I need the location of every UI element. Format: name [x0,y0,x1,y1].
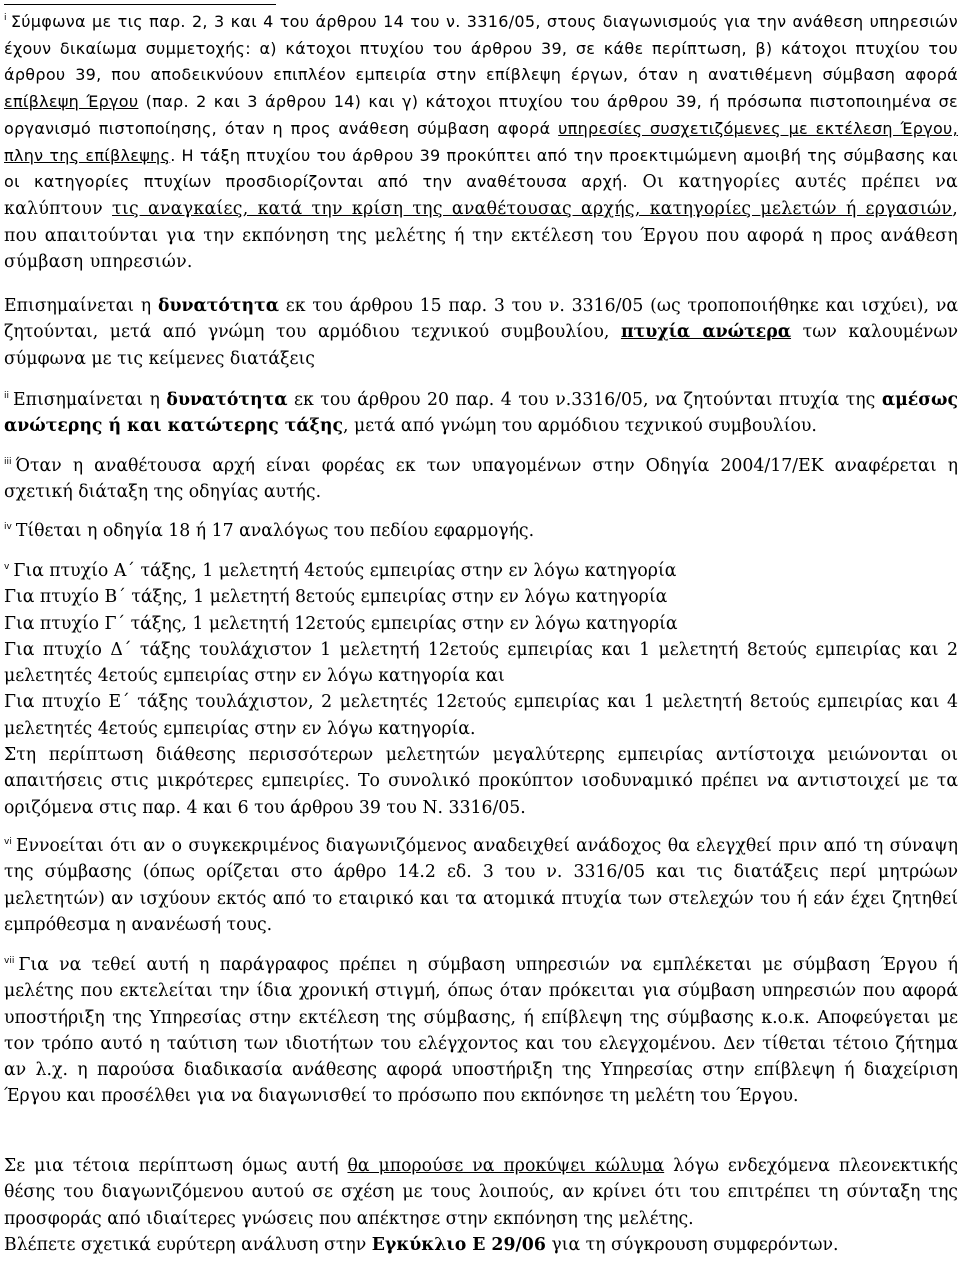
footnote-v-line: Για πτυχίο Γ΄ τάξης, 1 μελετητή 12ετούς εμπειρίας στην εν λόγω κατηγορία [4,613,678,634]
paragraph: Σε μια τέτοια περίπτωση όμως αυτή θα μπορούσε να προκύψει κώλυμα λόγω ενδεχόμενα πλεονεκτικής θέσης του διαγωνιζόμενου αυτού σε σχέση με τους λοιπούς, αν κρίνει ότι του επιτρέπει τη σύνταξη της προσφοράς από ιδιαίτερες γνώσεις που απέκτησε στην εκπόνηση της μελέτης. [4,1156,958,1229]
footnote-i-continuation: Επισημαίνεται η δυνατότητα εκ του άρθρου 15 παρ. 3 του ν. 3316/05 (ως τροποποιήθηκε και ισχύει), να ζητούνται, μετά από γνώμη του αρμόδιου τεχνικού συμβουλίου, πτυχία ανώτερα των καλουμένων σύμφωνα με τις κείμενες διατάξεις [4,296,959,369]
paragraph: Βλέπετε σχετικά ευρύτερη ανάλυση στην Εγκύκλιο Ε 29/06 για τη σύγκρουση συμφερόντων. [4,1234,839,1255]
footnote-iv: $^{iv}$ Τίθεται η οδηγία 18 ή 17 αναλόγως του πεδίου εφαρμογής. [4,521,535,541]
footnote-v-line: $^v$ Για πτυχίο Α΄ τάξης, 1 μελετητή 4ετούς εμπειρίας στην εν λόγω κατηγορία [4,561,677,581]
footnote-marker: vii [4,956,15,966]
footnote-marker: i [4,13,7,23]
footnote-vii: $^{vii}$ Για να τεθεί αυτή η παράγραφος πρέπει η σύμβαση υπηρεσιών να εμπλέκεται με σύμβαση Έργου ή μελέτης που εκτελείται την ίδια χρονική στιγμή, όπως όταν πρόκειται για σύμβαση υπηρεσιών που αφορά υποστήριξη της Υπηρεσίας στην εκτέλεση της σύμβασης, ή επίβλεψη της σύμβασης κ.ο.κ. Αποφεύγεται με τον τρόπο αυτό η ταύτιση των ιδιοτήτων του ελέγχοντος και του ελεγχομένου. Δεν τίθεται τέτοιο ζήτημα αν λ.χ. η παρούσα διαδικασία ανάθεσης αφορά υποστήριξη της Υπηρεσίας στην επίβλεψη ή διαχείριση Έργου και προσέλθει για να διαγωνισθεί το πρόσωπο που εκπόνησε τη μελέτη του Έργου. [4,955,958,1107]
footnote-v-line: Στη περίπτωση διάθεσης περισσότερων μελετητών μεγαλύτερης εμπειρίας αντίστοιχα μειώνονται οι απαιτήσεις στις μικρότερες εμπειρίες. Το συνολικό προκύπτον ισοδυναμικό πρέπει να αντιστοιχεί με τα οριζόμενα στις παρ. 4 και 6 του άρθρου 39 του Ν. 3316/05. [4,745,958,818]
footnote-ii: $^{ii}$ Επισημαίνεται η δυνατότητα εκ του άρθρου 20 παρ. 4 του ν.3316/05, να ζητούνται πτυχία της αμέσως ανώτερης ή και κατώτερης τάξης, μετά από γνώμη του αρμόδιου τεχνικού συμβουλίου. [4,390,958,437]
footnote-iii: $^{iii}$ Όταν η αναθέτουσα αρχή είναι φορέας εκ των υπαγομένων στην Οδηγία 2004/17/ΕΚ αναφέρεται η σχετική διάταξη της οδηγίας αυτής. [4,456,958,503]
footnote-marker: v [4,562,10,572]
footnote-v-line: Για πτυχίο Δ΄ τάξης τουλάχιστον 1 μελετητή 12ετούς εμπειρίας και 1 μελετητή 8ετούς εμπειρίας και 2 μελετητές 4ετούς εμπειρίας στην εν λόγω κατηγορία και [4,639,958,687]
footnote-marker: iv [4,522,12,532]
footnote-separator [4,4,276,5]
footnote-v-line: Για πτυχίο Β΄ τάξης, 1 μελετητή 8ετούς εμπειρίας στην εν λόγω κατηγορία [4,587,668,608]
footnote-vii-continuation [4,1153,958,1258]
footnote-marker: iii [4,457,12,467]
footnote-vi: $^{vi}$ Εννοείται ότι αν ο συγκεκριμένος διαγωνιζόμενος αναδειχθεί ανάδοχος θα ελεγχθεί πριν από τη σύναψη της σύμβασης (όπως ορίζεται στο άρθρο 14.2 εδ. 3 του ν. 3316/05 και τις διατάξεις περί μητρώων μελετητών) αν ισχύουν εκτός από το εταιρικό και τα ατομικά πτυχία των στελεχών του ή εάν έχει ζητηθεί εμπρόθεσμα η ανανέωσή τους. [4,836,958,935]
footnote-marker: ii [4,391,10,401]
footnote-v-line: Για πτυχίο Ε΄ τάξης τουλάχιστον, 2 μελετητές 12ετούς εμπειρίας και 1 μελετητή 8ετούς εμπειρίας και 4 μελετητές 4ετούς εμπειρίας στην εν λόγω κατηγορία. [4,692,958,739]
footnote-marker: vi [4,837,12,847]
footnote-v [4,558,958,821]
footnote-i: $^i$ Σύμφωνα με τις παρ. 2, 3 και 4 του άρθρου 14 του ν. 3316/05, στους διαγωνισμούς για την ανάθεση υπηρεσιών έχουν δικαίωμα συμμετοχής: α) κάτοχοι πτυχίου του άρθρου 39, σε κάθε περίπτωση, β) κάτοχοι πτυχίου του άρθρου 39, που αποδεικνύουν επιπλέον εμπειρία στην επίβλεψη έργων, όταν η ανατιθέμενη σύμβαση αφορά επίβλεψη Έργου (παρ. 2 και 3 άρθρου 14) και γ) κάτοχοι πτυχίου του άρθρου 39, ή πρόσωπα πιστοποιημένα σε οργανισμό πιστοποίησης, όταν η προς ανάθεση σύμβαση αφορά υπηρεσίες συσχετιζόμενες με εκτέλεση Έργου, πλην της επίβλεψης. Η τάξη πτυχίου του άρθρου 39 προκύπτει από την προεκτιμώμενη αμοιβή της σύμβασης και οι κατηγορίες πτυχίων προσδιορίζονται από την αναθέτουσα αρχή. Οι κατηγορίες αυτές πρέπει να καλύπτουν τις αναγκαίες, κατά την κρίση της αναθέτουσας αρχής, κατηγορίες μελετών ή εργασιών, που απαιτούνται για την εκπόνηση της μελέτης ή την εκτέλεση του Έργου που αφορά η προς ανάθεση σύμβαση υπηρεσιών. [4,12,958,273]
